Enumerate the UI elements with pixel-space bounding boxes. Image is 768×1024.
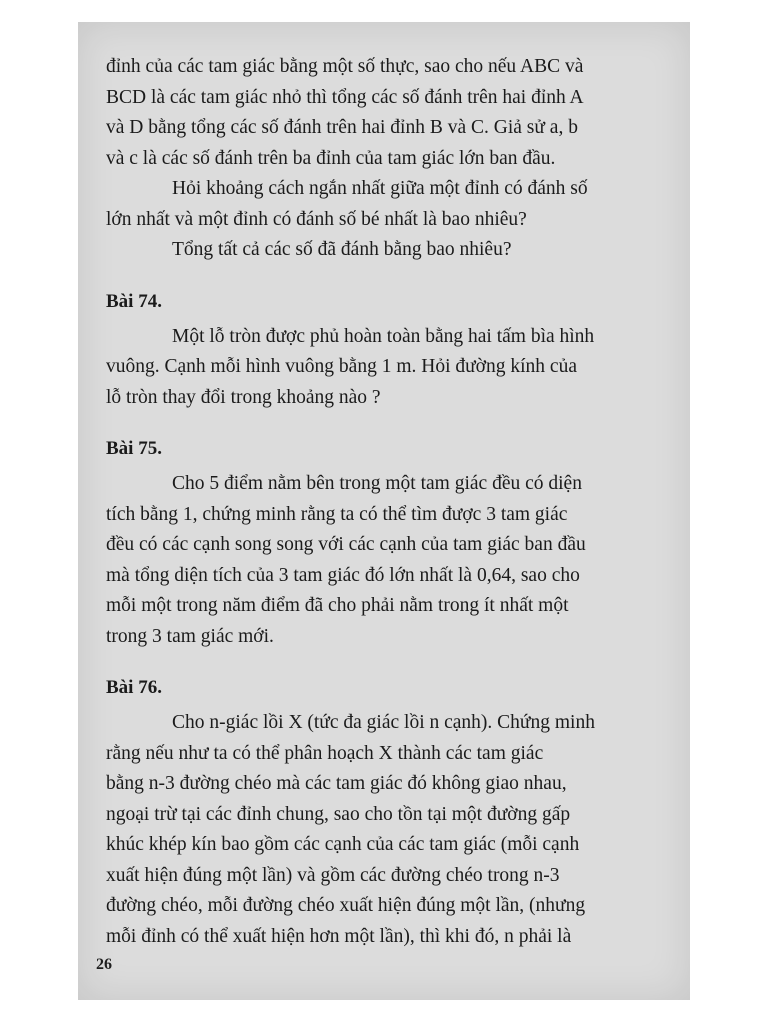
- intro-block: [106, 52, 674, 266]
- text-line: mỗi một trong năm điểm đã cho phải nằm trong ít nhất một: [106, 595, 569, 616]
- text-line: trong 3 tam giác mới.: [106, 625, 274, 647]
- text-line: tích bằng 1, chứng minh rằng ta có thể tìm được 3 tam giác: [106, 503, 568, 525]
- text-line: BCD là các tam giác nhỏ thì tổng các số đánh trên hai đỉnh A: [106, 86, 584, 108]
- text-line: và D bằng tổng các số đánh trên hai đỉnh B và C. Giả sử a, b: [106, 117, 578, 138]
- problem-title: Bài 74.: [106, 290, 162, 312]
- problem-title: Bài 75.: [106, 438, 162, 459]
- problem-74: [106, 288, 674, 414]
- page-number: 26: [96, 956, 112, 973]
- text-line: lỗ tròn thay đổi trong khoảng nào ?: [106, 386, 381, 408]
- text-line: Cho 5 điểm nằm bên trong một tam giác đều có diện: [172, 473, 582, 494]
- text-line: bằng n-3 đường chéo mà các tam giác đó không giao nhau,: [106, 773, 567, 794]
- text-line: đều có các cạnh song song với các cạnh của tam giác ban đầu: [106, 534, 586, 555]
- problem-75: [106, 435, 674, 652]
- text-line: Cho n-giác lồi X (tức đa giác lồi n cạnh). Chứng minh: [172, 712, 595, 733]
- text-line: lớn nhất và một đỉnh có đánh số bé nhất là bao nhiêu?: [106, 208, 527, 230]
- text-line: và c là các số đánh trên ba đỉnh của tam giác lớn ban đầu.: [106, 147, 556, 169]
- text-line: xuất hiện đúng một lần) và gồm các đường chéo trong n-3: [106, 864, 560, 886]
- text-line: Một lỗ tròn được phủ hoàn toàn bằng hai tấm bìa hình: [172, 325, 595, 347]
- text-line: khúc khép kín bao gồm các cạnh của các tam giác (mỗi cạnh: [106, 834, 580, 855]
- problem-title: Bài 76.: [106, 677, 162, 698]
- text-line: Tổng tất cả các số đã đánh bằng bao nhiêu?: [172, 239, 512, 260]
- text-line: đỉnh của các tam giác bằng một số thực, sao cho nếu ABC và: [106, 56, 584, 77]
- page-content: [106, 52, 674, 952]
- text-line: rằng nếu như ta có thể phân hoạch X thành các tam giác: [106, 742, 544, 764]
- text-line: ngoại trừ tại các đỉnh chung, sao cho tồn tại một đường gấp: [106, 803, 571, 825]
- text-line: mà tổng diện tích của 3 tam giác đó lớn nhất là 0,64, sao cho: [106, 564, 580, 586]
- book-page: [78, 22, 690, 1000]
- text-line: vuông. Cạnh mỗi hình vuông bằng 1 m. Hỏi đường kính của: [106, 356, 577, 377]
- text-line: Hỏi khoảng cách ngắn nhất giữa một đỉnh có đánh số: [172, 178, 588, 199]
- problem-76: [106, 674, 674, 952]
- text-line: mỗi đỉnh có thể xuất hiện hơn một lần), thì khi đó, n phải là: [106, 925, 572, 947]
- text-line: đường chéo, mỗi đường chéo xuất hiện đúng một lần, (nhưng: [106, 895, 586, 916]
